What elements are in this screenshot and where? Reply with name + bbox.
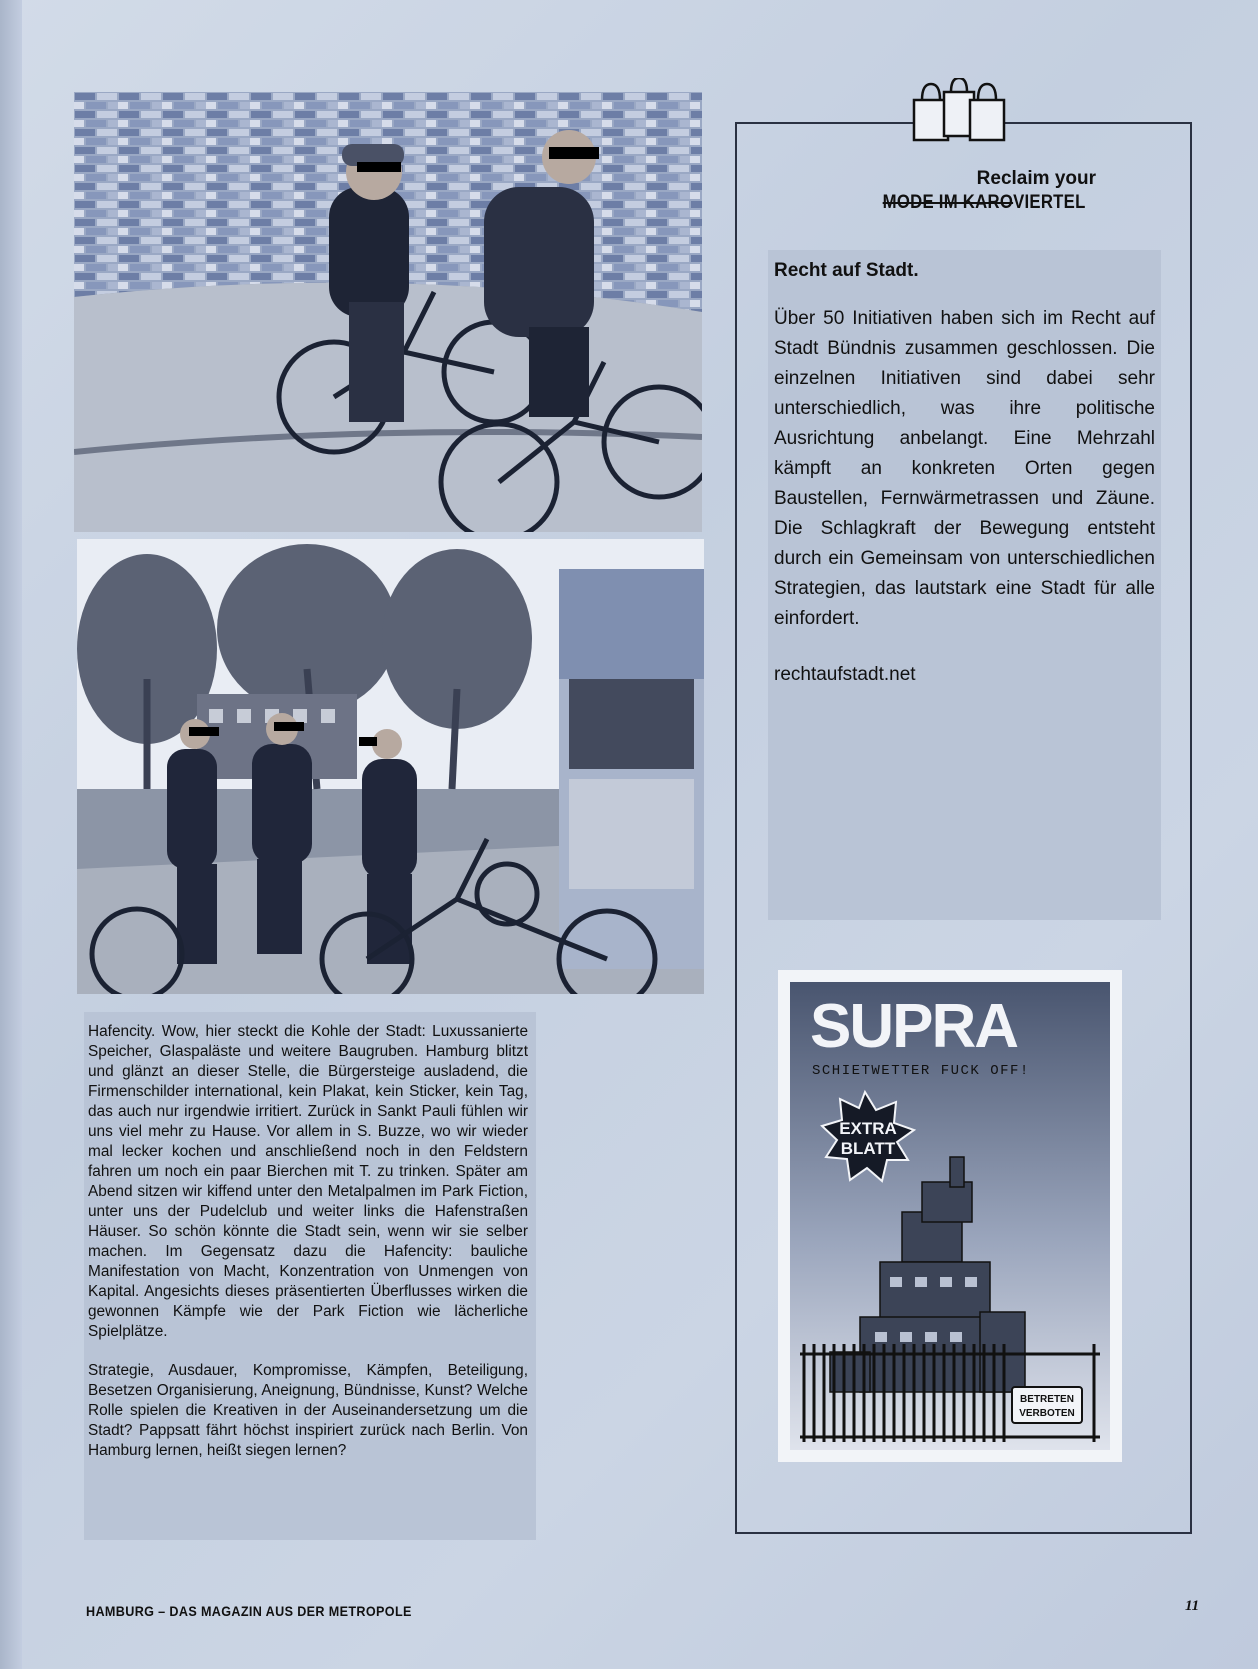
page-number: 11	[1185, 1598, 1200, 1614]
sidebar-subtitle	[883, 192, 1086, 214]
sign-line-1: BETRETEN	[1020, 1394, 1074, 1405]
sidebar-heading: Recht auf Stadt.	[774, 260, 919, 281]
photo-plaza-illustration	[77, 539, 704, 994]
badge-line-1: EXTRA	[839, 1119, 897, 1138]
article-paragraph-1: Hafencity. Wow, hier steckt die Kohle der Stadt: Luxussanierte Speicher, Glaspaläste und weitere Baugruben. Hamburg blitzt und glänzt an dieser Stelle, die Bürgersteige ausladend, die Firmenschilder international, kein Plakat, kein Sticker, kein Tag, das auch nur irgendwie irritiert. Zurück in Sankt Pauli fühlen wir uns viel mehr zu Hause. Vor allem in S. Buzze, wo wir wieder mal lecker kochen und anschließend noch in den Feldstern fahren um noch ein paar Bierchen mit T. zu trinken. Später am Abend sitzen wir kiffend unter den Metalpalmen im Park Fiction, unter uns der Pudelclub und weiter links die Hafenstraßen Häuser. So schön könnte die Stadt sein, wenn wir sie selber machen. Im Gegensatz dazu die Hafencity: bauliche Manifestation von Macht, Konzentration von Unmengen von Kapital. Angesichts dieses präsentierten Überflusses wirken die gewonnen Kämpfe wie der Park Fiction wie lächerliche Spielplätze.	[88, 1023, 528, 1340]
footer-magazine-title: HAMBURG – DAS MAGAZIN AUS DER METROPOLE	[86, 1603, 412, 1619]
sidebar-text-panel	[768, 250, 1161, 920]
photo-people-plaza	[77, 539, 704, 994]
supra-poster	[778, 970, 1122, 1462]
sidebar-subtitle-struck: MODE IM KARO	[883, 192, 1014, 213]
article-text-panel	[84, 1012, 536, 1540]
page-spine-shadow	[0, 0, 22, 1669]
poster-tagline: SCHIETWETTER FUCK OFF!	[812, 1063, 1030, 1079]
article-paragraph-2: Strategie, Ausdauer, Kompromisse, Kämpfen, Beteiligung, Besetzen Organisierung, Aneignung, Bündnisse, Kunst? Welche Rolle spielen die Kreativen in der Auseinandersetzung um die Stadt? Pappsatt fährt höchst inspiriert zurück nach Berlin. Von Hamburg lernen, heißt siegen lernen?	[88, 1362, 528, 1459]
poster-logo: SUPRA	[810, 992, 1018, 1061]
poster-illustration	[790, 982, 1110, 1450]
badge-line-2: BLATT	[840, 1139, 896, 1158]
sidebar-body: Über 50 Initiativen haben sich im Recht auf Stadt Bündnis zusammen geschlossen. Die einzelnen Initiativen sind dabei sehr unterschiedlich, was ihre politische Ausrichtung anbelangt. Eine Mehrzahl kämpft an konkreten Orten gegen Baustellen, Fernwärmetrassen und Zäune. Die Schlagkraft der Bewegung entsteht durch ein Gemeinsam von unterschiedlichen Strategien, das lautstark eine Stadt für alle einfordert.	[774, 308, 1155, 629]
sidebar-subtitle-rest: VIERTEL	[1013, 192, 1086, 213]
sidebar-link: rechtaufstadt.net	[774, 664, 916, 685]
sign-line-2: VERBOTEN	[1019, 1408, 1075, 1419]
shopping-bags-icon	[910, 78, 1010, 144]
sidebar-title: Reclaim your	[976, 168, 1096, 189]
photo-cyclists-brick-wall	[74, 92, 702, 532]
photo-cyclists-illustration	[74, 92, 702, 532]
